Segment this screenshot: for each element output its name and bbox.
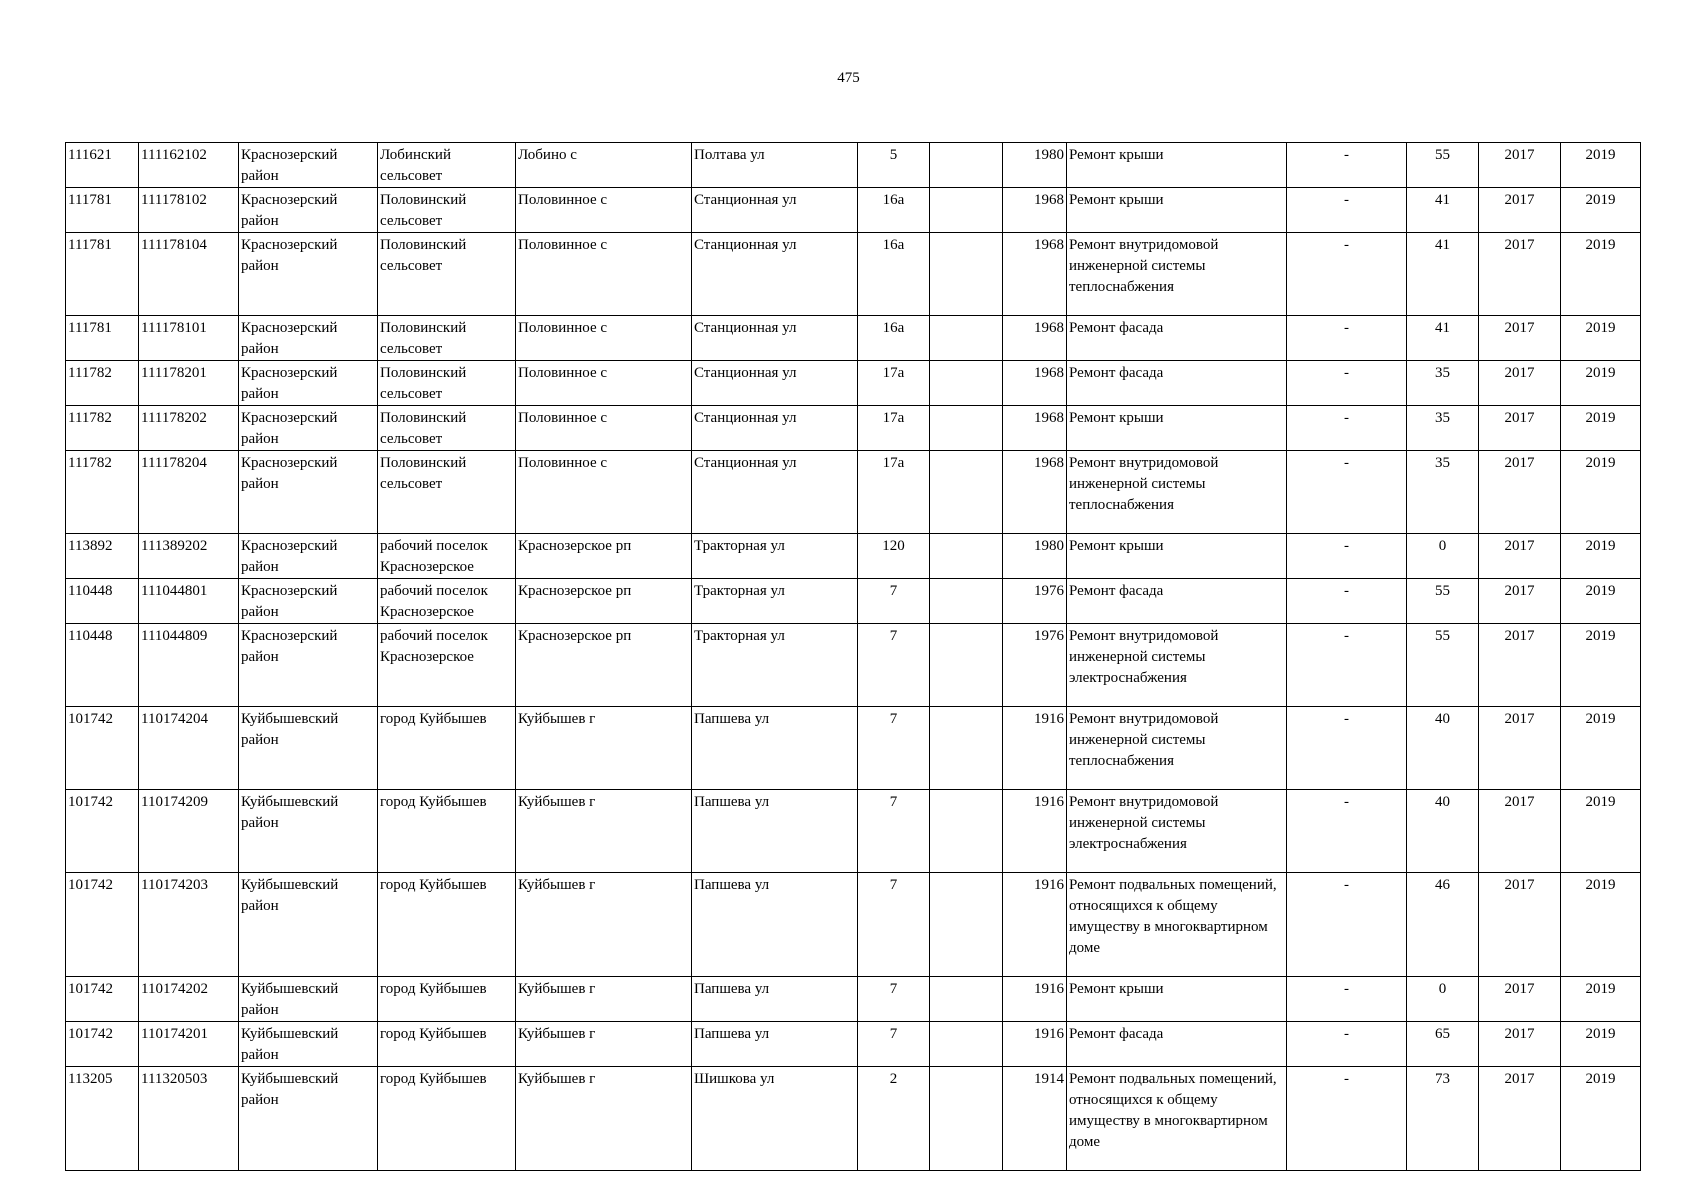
- cell-building-suffix: [930, 143, 1003, 188]
- cell-house-number: 17а: [858, 451, 930, 534]
- cell-object-code: 113892: [66, 534, 139, 579]
- cell-work-code: 110174202: [139, 977, 239, 1022]
- cell-settlement: город Куйбышев: [378, 707, 516, 790]
- cell-district: Краснозерский район: [239, 579, 378, 624]
- cell-start-year: 2017: [1479, 977, 1561, 1022]
- cell-locality: Краснозерское рп: [516, 534, 692, 579]
- cell-building-suffix: [930, 707, 1003, 790]
- cell-build-year: 1914: [1003, 1067, 1067, 1171]
- table-row: [66, 790, 1641, 873]
- cell-work-type: Ремонт фасада: [1067, 361, 1287, 406]
- cell-house-number: 17а: [858, 361, 930, 406]
- cell-work-code: 111320503: [139, 1067, 239, 1171]
- cell-work-type: Ремонт подвальных помещений, относящихся к общему имуществу в многоквартирном доме: [1067, 1067, 1287, 1171]
- cell-street: Папшева ул: [692, 977, 858, 1022]
- cell-locality: Лобино с: [516, 143, 692, 188]
- cell-cost: -: [1287, 188, 1407, 233]
- cell-house-number: 7: [858, 624, 930, 707]
- cell-street: Тракторная ул: [692, 579, 858, 624]
- cell-wear-percent: 65: [1407, 1022, 1479, 1067]
- cell-building-suffix: [930, 624, 1003, 707]
- cell-settlement: Половинский сельсовет: [378, 316, 516, 361]
- cell-district: Краснозерский район: [239, 316, 378, 361]
- cell-wear-percent: 41: [1407, 188, 1479, 233]
- cell-work-type: Ремонт внутридомовой инженерной системы электроснабжения: [1067, 790, 1287, 873]
- cell-start-year: 2017: [1479, 406, 1561, 451]
- cell-end-year: 2019: [1561, 361, 1641, 406]
- cell-build-year: 1976: [1003, 579, 1067, 624]
- cell-work-code: 111178101: [139, 316, 239, 361]
- cell-end-year: 2019: [1561, 624, 1641, 707]
- cell-work-type: Ремонт фасада: [1067, 579, 1287, 624]
- cell-cost: -: [1287, 406, 1407, 451]
- cell-wear-percent: 46: [1407, 873, 1479, 977]
- cell-locality: Куйбышев г: [516, 873, 692, 977]
- cell-street: Полтава ул: [692, 143, 858, 188]
- cell-work-code: 111178202: [139, 406, 239, 451]
- cell-build-year: 1968: [1003, 406, 1067, 451]
- table-row: [66, 624, 1641, 707]
- cell-end-year: 2019: [1561, 1067, 1641, 1171]
- cell-locality: Куйбышев г: [516, 790, 692, 873]
- cell-cost: -: [1287, 1067, 1407, 1171]
- cell-work-type: Ремонт внутридомовой инженерной системы теплоснабжения: [1067, 451, 1287, 534]
- cell-locality: Половинное с: [516, 188, 692, 233]
- cell-start-year: 2017: [1479, 1067, 1561, 1171]
- cell-object-code: 101742: [66, 873, 139, 977]
- cell-street: Папшева ул: [692, 873, 858, 977]
- cell-build-year: 1980: [1003, 534, 1067, 579]
- cell-work-type: Ремонт фасада: [1067, 316, 1287, 361]
- table-row: [66, 579, 1641, 624]
- cell-object-code: 113205: [66, 1067, 139, 1171]
- cell-street: Станционная ул: [692, 233, 858, 316]
- cell-street: Станционная ул: [692, 406, 858, 451]
- table-row: [66, 873, 1641, 977]
- cell-street: Папшева ул: [692, 1022, 858, 1067]
- registry-table: [65, 142, 1641, 1171]
- cell-end-year: 2019: [1561, 143, 1641, 188]
- cell-object-code: 101742: [66, 977, 139, 1022]
- cell-settlement: рабочий поселок Краснозерское: [378, 534, 516, 579]
- table-row: [66, 1022, 1641, 1067]
- cell-building-suffix: [930, 790, 1003, 873]
- table-row: [66, 1067, 1641, 1171]
- table-row: [66, 143, 1641, 188]
- cell-work-type: Ремонт крыши: [1067, 534, 1287, 579]
- cell-locality: Половинное с: [516, 233, 692, 316]
- cell-wear-percent: 40: [1407, 790, 1479, 873]
- cell-work-type: Ремонт внутридомовой инженерной системы теплоснабжения: [1067, 707, 1287, 790]
- cell-cost: -: [1287, 233, 1407, 316]
- cell-object-code: 111782: [66, 361, 139, 406]
- cell-locality: Куйбышев г: [516, 977, 692, 1022]
- cell-object-code: 101742: [66, 707, 139, 790]
- table-body: [66, 143, 1641, 1171]
- cell-street: Тракторная ул: [692, 534, 858, 579]
- cell-object-code: 111621: [66, 143, 139, 188]
- cell-work-type: Ремонт внутридомовой инженерной системы теплоснабжения: [1067, 233, 1287, 316]
- cell-cost: -: [1287, 707, 1407, 790]
- cell-build-year: 1968: [1003, 188, 1067, 233]
- cell-district: Краснозерский район: [239, 451, 378, 534]
- cell-cost: -: [1287, 534, 1407, 579]
- cell-street: Папшева ул: [692, 707, 858, 790]
- cell-cost: -: [1287, 361, 1407, 406]
- cell-object-code: 101742: [66, 790, 139, 873]
- cell-settlement: Половинский сельсовет: [378, 188, 516, 233]
- cell-building-suffix: [930, 1067, 1003, 1171]
- cell-district: Краснозерский район: [239, 406, 378, 451]
- cell-wear-percent: 35: [1407, 451, 1479, 534]
- cell-house-number: 2: [858, 1067, 930, 1171]
- cell-cost: -: [1287, 579, 1407, 624]
- cell-work-type: Ремонт крыши: [1067, 143, 1287, 188]
- cell-settlement: город Куйбышев: [378, 1022, 516, 1067]
- cell-street: Шишкова ул: [692, 1067, 858, 1171]
- cell-wear-percent: 35: [1407, 361, 1479, 406]
- table-row: [66, 188, 1641, 233]
- cell-work-code: 111178201: [139, 361, 239, 406]
- cell-wear-percent: 55: [1407, 143, 1479, 188]
- cell-work-code: 110174209: [139, 790, 239, 873]
- cell-building-suffix: [930, 579, 1003, 624]
- table-row: [66, 707, 1641, 790]
- cell-building-suffix: [930, 188, 1003, 233]
- table-row: [66, 534, 1641, 579]
- cell-district: Куйбышевский район: [239, 1022, 378, 1067]
- cell-start-year: 2017: [1479, 233, 1561, 316]
- cell-house-number: 16а: [858, 233, 930, 316]
- cell-build-year: 1916: [1003, 1022, 1067, 1067]
- cell-build-year: 1916: [1003, 707, 1067, 790]
- cell-work-code: 111178102: [139, 188, 239, 233]
- cell-end-year: 2019: [1561, 451, 1641, 534]
- cell-wear-percent: 41: [1407, 316, 1479, 361]
- cell-build-year: 1968: [1003, 361, 1067, 406]
- cell-locality: Куйбышев г: [516, 1067, 692, 1171]
- cell-house-number: 17а: [858, 406, 930, 451]
- cell-building-suffix: [930, 361, 1003, 406]
- cell-building-suffix: [930, 233, 1003, 316]
- cell-object-code: 110448: [66, 624, 139, 707]
- cell-cost: -: [1287, 873, 1407, 977]
- cell-building-suffix: [930, 534, 1003, 579]
- cell-work-code: 111178104: [139, 233, 239, 316]
- cell-settlement: рабочий поселок Краснозерское: [378, 579, 516, 624]
- cell-work-code: 110174204: [139, 707, 239, 790]
- cell-wear-percent: 73: [1407, 1067, 1479, 1171]
- table-row: [66, 233, 1641, 316]
- cell-wear-percent: 40: [1407, 707, 1479, 790]
- cell-start-year: 2017: [1479, 534, 1561, 579]
- cell-house-number: 7: [858, 790, 930, 873]
- cell-work-code: 111044801: [139, 579, 239, 624]
- cell-locality: Краснозерское рп: [516, 624, 692, 707]
- cell-wear-percent: 0: [1407, 977, 1479, 1022]
- cell-building-suffix: [930, 1022, 1003, 1067]
- cell-work-code: 110174201: [139, 1022, 239, 1067]
- cell-work-type: Ремонт подвальных помещений, относящихся к общему имуществу в многоквартирном доме: [1067, 873, 1287, 977]
- cell-start-year: 2017: [1479, 707, 1561, 790]
- cell-house-number: 16а: [858, 188, 930, 233]
- cell-building-suffix: [930, 977, 1003, 1022]
- cell-district: Куйбышевский район: [239, 707, 378, 790]
- cell-object-code: 111782: [66, 451, 139, 534]
- cell-house-number: 7: [858, 1022, 930, 1067]
- cell-building-suffix: [930, 873, 1003, 977]
- table-row: [66, 977, 1641, 1022]
- cell-wear-percent: 55: [1407, 624, 1479, 707]
- cell-work-type: Ремонт фасада: [1067, 1022, 1287, 1067]
- cell-locality: Половинное с: [516, 316, 692, 361]
- cell-district: Куйбышевский район: [239, 873, 378, 977]
- cell-street: Станционная ул: [692, 451, 858, 534]
- cell-end-year: 2019: [1561, 316, 1641, 361]
- cell-settlement: город Куйбышев: [378, 977, 516, 1022]
- cell-build-year: 1980: [1003, 143, 1067, 188]
- cell-object-code: 110448: [66, 579, 139, 624]
- cell-settlement: Половинский сельсовет: [378, 451, 516, 534]
- cell-work-code: 111178204: [139, 451, 239, 534]
- cell-object-code: 111781: [66, 188, 139, 233]
- cell-district: Краснозерский район: [239, 624, 378, 707]
- cell-settlement: Половинский сельсовет: [378, 406, 516, 451]
- cell-object-code: 111781: [66, 233, 139, 316]
- cell-end-year: 2019: [1561, 873, 1641, 977]
- cell-start-year: 2017: [1479, 188, 1561, 233]
- cell-house-number: 7: [858, 707, 930, 790]
- cell-build-year: 1916: [1003, 873, 1067, 977]
- cell-build-year: 1968: [1003, 233, 1067, 316]
- cell-district: Краснозерский район: [239, 188, 378, 233]
- cell-build-year: 1968: [1003, 451, 1067, 534]
- table-row: [66, 361, 1641, 406]
- cell-house-number: 16а: [858, 316, 930, 361]
- cell-settlement: Половинский сельсовет: [378, 233, 516, 316]
- cell-end-year: 2019: [1561, 707, 1641, 790]
- cell-cost: -: [1287, 624, 1407, 707]
- cell-end-year: 2019: [1561, 977, 1641, 1022]
- cell-locality: Половинное с: [516, 361, 692, 406]
- cell-settlement: рабочий поселок Краснозерское: [378, 624, 516, 707]
- table-row: [66, 316, 1641, 361]
- cell-settlement: город Куйбышев: [378, 873, 516, 977]
- cell-house-number: 5: [858, 143, 930, 188]
- cell-work-code: 110174203: [139, 873, 239, 977]
- page-number: 475: [837, 70, 860, 86]
- cell-build-year: 1976: [1003, 624, 1067, 707]
- cell-district: Краснозерский район: [239, 361, 378, 406]
- cell-street: Тракторная ул: [692, 624, 858, 707]
- cell-district: Краснозерский район: [239, 534, 378, 579]
- cell-street: Станционная ул: [692, 361, 858, 406]
- cell-end-year: 2019: [1561, 534, 1641, 579]
- cell-cost: -: [1287, 977, 1407, 1022]
- cell-work-type: Ремонт крыши: [1067, 406, 1287, 451]
- cell-start-year: 2017: [1479, 624, 1561, 707]
- cell-build-year: 1916: [1003, 790, 1067, 873]
- cell-district: Краснозерский район: [239, 143, 378, 188]
- cell-work-code: 111162102: [139, 143, 239, 188]
- cell-cost: -: [1287, 790, 1407, 873]
- cell-house-number: 7: [858, 579, 930, 624]
- cell-end-year: 2019: [1561, 790, 1641, 873]
- cell-street: Станционная ул: [692, 316, 858, 361]
- cell-work-code: 111389202: [139, 534, 239, 579]
- cell-settlement: город Куйбышев: [378, 1067, 516, 1171]
- cell-building-suffix: [930, 451, 1003, 534]
- cell-end-year: 2019: [1561, 1022, 1641, 1067]
- cell-start-year: 2017: [1479, 1022, 1561, 1067]
- cell-building-suffix: [930, 406, 1003, 451]
- cell-house-number: 120: [858, 534, 930, 579]
- cell-end-year: 2019: [1561, 406, 1641, 451]
- cell-start-year: 2017: [1479, 316, 1561, 361]
- cell-street: Папшева ул: [692, 790, 858, 873]
- cell-locality: Половинное с: [516, 406, 692, 451]
- cell-start-year: 2017: [1479, 873, 1561, 977]
- cell-street: Станционная ул: [692, 188, 858, 233]
- cell-cost: -: [1287, 1022, 1407, 1067]
- cell-district: Куйбышевский район: [239, 790, 378, 873]
- cell-house-number: 7: [858, 977, 930, 1022]
- cell-wear-percent: 35: [1407, 406, 1479, 451]
- cell-locality: Куйбышев г: [516, 1022, 692, 1067]
- cell-start-year: 2017: [1479, 790, 1561, 873]
- cell-building-suffix: [930, 316, 1003, 361]
- cell-work-code: 111044809: [139, 624, 239, 707]
- cell-work-type: Ремонт крыши: [1067, 977, 1287, 1022]
- cell-object-code: 101742: [66, 1022, 139, 1067]
- cell-start-year: 2017: [1479, 361, 1561, 406]
- cell-wear-percent: 41: [1407, 233, 1479, 316]
- cell-end-year: 2019: [1561, 188, 1641, 233]
- cell-settlement: Лобинский сельсовет: [378, 143, 516, 188]
- cell-district: Куйбышевский район: [239, 977, 378, 1022]
- cell-locality: Куйбышев г: [516, 707, 692, 790]
- cell-start-year: 2017: [1479, 143, 1561, 188]
- cell-settlement: Половинский сельсовет: [378, 361, 516, 406]
- table-row: [66, 451, 1641, 534]
- cell-work-type: Ремонт крыши: [1067, 188, 1287, 233]
- cell-object-code: 111782: [66, 406, 139, 451]
- cell-cost: -: [1287, 316, 1407, 361]
- cell-cost: -: [1287, 143, 1407, 188]
- cell-wear-percent: 55: [1407, 579, 1479, 624]
- cell-end-year: 2019: [1561, 233, 1641, 316]
- cell-start-year: 2017: [1479, 451, 1561, 534]
- cell-object-code: 111781: [66, 316, 139, 361]
- cell-cost: -: [1287, 451, 1407, 534]
- cell-work-type: Ремонт внутридомовой инженерной системы электроснабжения: [1067, 624, 1287, 707]
- cell-end-year: 2019: [1561, 579, 1641, 624]
- cell-wear-percent: 0: [1407, 534, 1479, 579]
- cell-start-year: 2017: [1479, 579, 1561, 624]
- cell-district: Куйбышевский район: [239, 1067, 378, 1171]
- cell-locality: Половинное с: [516, 451, 692, 534]
- table-row: [66, 406, 1641, 451]
- cell-house-number: 7: [858, 873, 930, 977]
- cell-locality: Краснозерское рп: [516, 579, 692, 624]
- cell-settlement: город Куйбышев: [378, 790, 516, 873]
- cell-district: Краснозерский район: [239, 233, 378, 316]
- cell-build-year: 1916: [1003, 977, 1067, 1022]
- cell-build-year: 1968: [1003, 316, 1067, 361]
